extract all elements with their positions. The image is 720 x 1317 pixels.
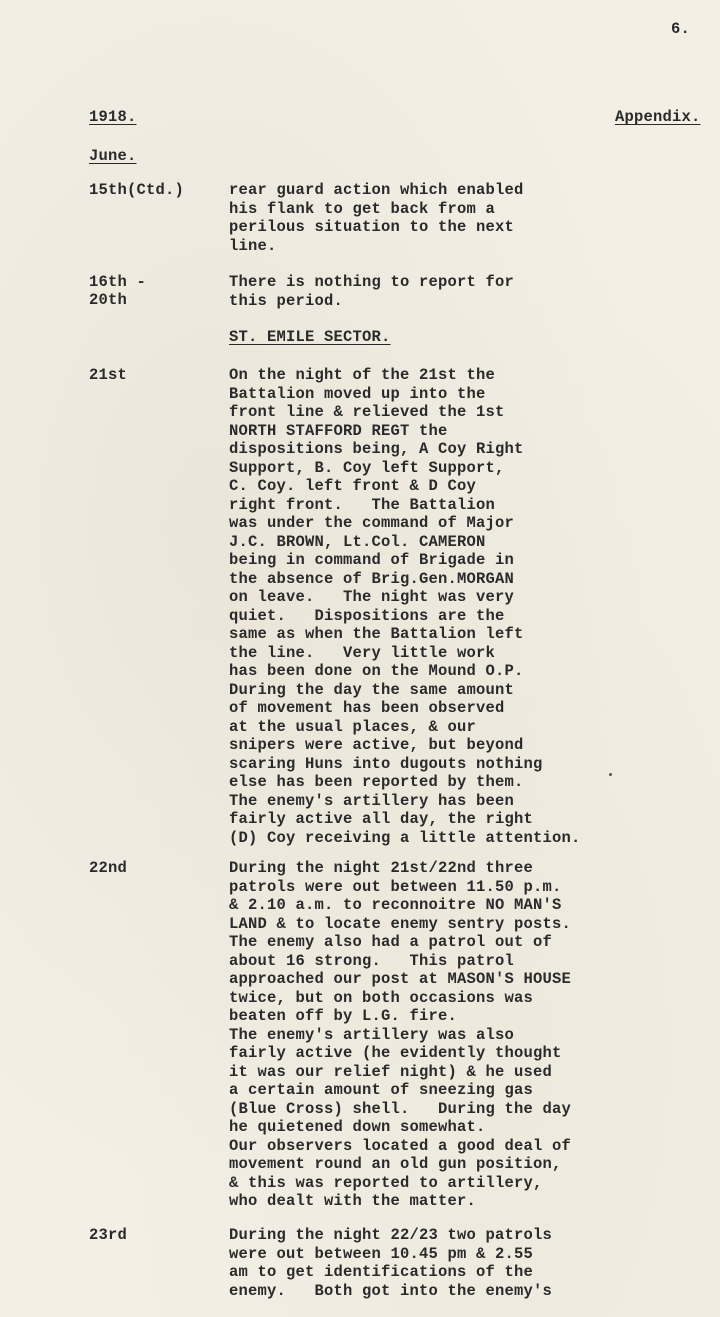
text-line: (Blue Cross) shell. During the day [229, 1099, 572, 1118]
text-line: the absence of Brig.Gen.MORGAN [229, 569, 515, 588]
text-line: fairly active all day, the right [229, 810, 534, 828]
text-line: & this was reported to artillery, [229, 1173, 543, 1192]
text-line: The enemy's artillery was also [229, 1025, 515, 1044]
year-heading: 1918. [89, 108, 137, 126]
text-line: (D) Coy receiving a little attention. [229, 828, 581, 847]
text-line: of movement has been observed [229, 699, 505, 717]
entry-date: 16th - [89, 273, 147, 291]
text-line: There is nothing to report for [229, 273, 515, 291]
text-line: else has been reported by them. [229, 773, 524, 791]
text-line: beaten off by L.G. fire. [229, 1007, 458, 1025]
text-line: front line & relieved the 1st [229, 403, 505, 421]
text-line: the line. Very little work [229, 643, 496, 662]
text-line: who dealt with the matter. [229, 1192, 477, 1210]
text-line: NORTH STAFFORD REGT the [229, 421, 448, 440]
text-line: snipers were active, but beyond [229, 736, 524, 754]
text-line: line. [229, 236, 277, 255]
text-line: On the night of the 21st the [229, 366, 496, 384]
text-line: rear guard action which enabled [229, 181, 524, 199]
text-line: patrols were out between 11.50 p.m. [229, 877, 562, 896]
text-line: LAND & to locate enemy sentry posts. [229, 914, 572, 933]
entry-text [229, 859, 571, 1211]
text-line: Battalion moved up into the [229, 384, 486, 403]
entry-text [229, 181, 524, 255]
text-line: it was our relief night) & he used [229, 1062, 553, 1081]
text-line: & 2.10 a.m. to reconnoitre NO MAN'S [229, 896, 562, 914]
text-line: were out between 10.45 pm & 2.55 [229, 1244, 534, 1263]
entry-date: 21st [89, 366, 128, 384]
entry-text [229, 366, 581, 847]
text-line: fairly active (he evidently thought [229, 1044, 562, 1062]
month-heading: June. [89, 147, 137, 165]
text-line: right front. The Battalion [229, 495, 496, 514]
text-line: he quietened down somewhat. [229, 1118, 486, 1136]
entry-date: 22nd [89, 859, 128, 877]
text-line: enemy. Both got into the enemy's [229, 1281, 553, 1300]
text-line: quiet. Dispositions are the [229, 606, 505, 625]
text-line: his flank to get back from a [229, 199, 496, 218]
text-line: a certain amount of sneezing gas [229, 1081, 534, 1099]
entry-date: 20th [89, 291, 128, 309]
text-line: During the day the same amount [229, 680, 515, 699]
text-line: scaring Huns into dugouts nothing [229, 754, 543, 773]
page-number: 6. [671, 20, 691, 38]
text-line: on leave. The night was very [229, 588, 515, 606]
text-line: being in command of Brigade in [229, 551, 515, 569]
text-line: this period. [229, 291, 344, 310]
entry-date: 23rd [89, 1226, 128, 1244]
entry-text [229, 1226, 552, 1300]
text-line: perilous situation to the next [229, 218, 515, 236]
text-line: Support, B. Coy left Support, [229, 458, 505, 477]
section-heading: ST. EMILE SECTOR. [229, 328, 391, 346]
text-line: about 16 strong. This patrol [229, 951, 515, 970]
text-line: same as when the Battalion left [229, 625, 524, 643]
text-line: approached our post at MASON'S HOUSE [229, 970, 572, 988]
text-line: C. Coy. left front & D Coy [229, 477, 477, 495]
text-line: was under the command of Major [229, 514, 515, 532]
appendix-heading: Appendix. [615, 108, 701, 126]
text-line: at the usual places, & our [229, 717, 477, 736]
text-line: The enemy's artillery has been [229, 791, 515, 810]
text-line: movement round an old gun position, [229, 1155, 562, 1173]
entry-text [229, 273, 514, 310]
ink-speck [609, 773, 612, 776]
text-line: J.C. BROWN, Lt.Col. CAMERON [229, 532, 486, 551]
text-line: During the night 21st/22nd three [229, 859, 534, 877]
text-line: The enemy also had a patrol out of [229, 933, 553, 951]
text-line: has been done on the Mound O.P. [229, 662, 524, 680]
text-line: am to get identifications of the [229, 1263, 534, 1281]
entry-date: 15th(Ctd.) [89, 181, 185, 199]
text-line: twice, but on both occasions was [229, 988, 534, 1007]
text-line: dispositions being, A Coy Right [229, 440, 524, 458]
text-line: During the night 22/23 two patrols [229, 1226, 553, 1244]
text-line: Our observers located a good deal of [229, 1136, 572, 1155]
